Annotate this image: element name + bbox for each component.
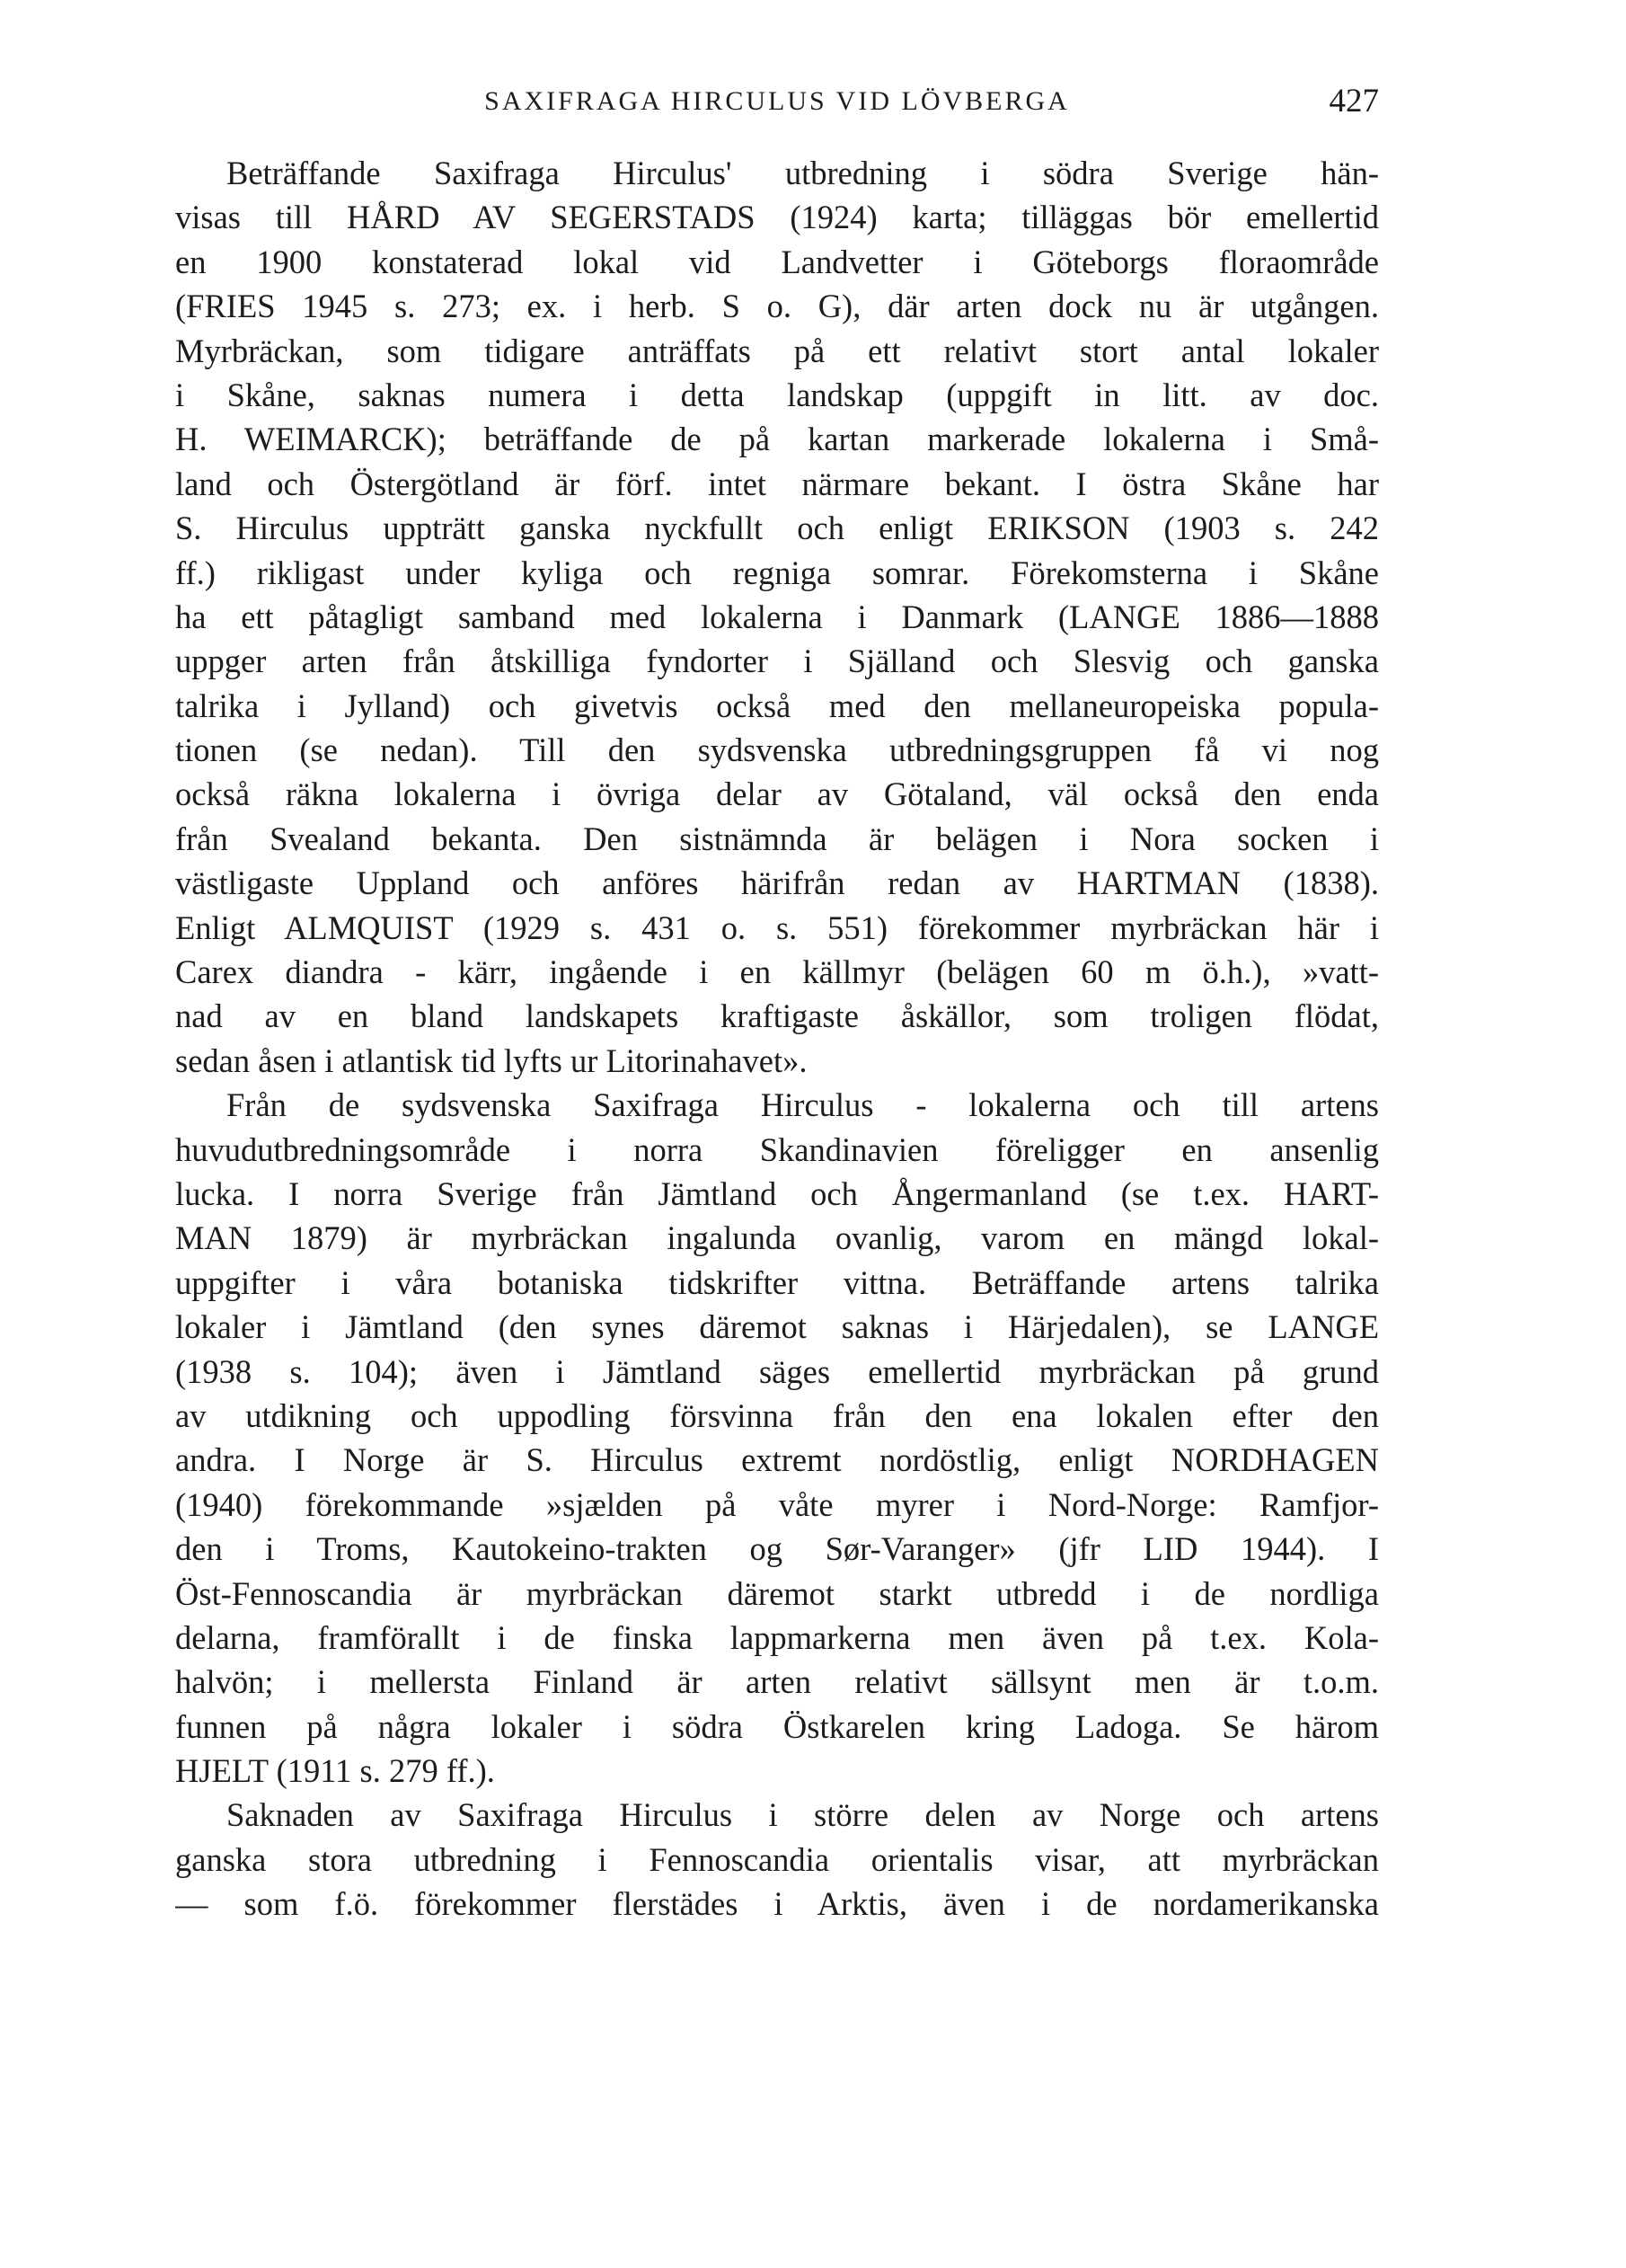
page-number: 427 [1329, 83, 1379, 120]
text-line: H. WEIMARCK); beträffande de på kartan markerade lokalerna i Små- [175, 421, 1379, 458]
text-line: HJELT (1911 s. 279 ff.). [175, 1752, 495, 1790]
text-line: (FRIES 1945 s. 273; ex. i herb. S o. G), där arten dock nu är utgången. [175, 288, 1379, 325]
text-line: andra. I Norge är S. Hirculus extremt nordöstlig, enligt NORDHAGEN [175, 1441, 1379, 1479]
paragraph [175, 151, 1379, 1083]
text-line: MAN 1879) är myrbräckan ingalunda ovanlig, varom en mängd lokal- [175, 1219, 1379, 1257]
paragraph [175, 1793, 1379, 1926]
text-line: delarna, framförallt i de finska lappmarkerna men även på t.ex. Kola- [175, 1618, 1379, 1656]
text-line: ha ett påtagligt samband med lokalerna i Danmark (LANGE 1886—1888 [175, 598, 1379, 635]
text-line: talrika i Jylland) och givetvis också med den mellaneuropeiska popula- [175, 687, 1379, 724]
running-title: SAXIFRAGA HIRCULUS VID LÖVBERGA [484, 86, 1070, 116]
paragraph [175, 1083, 1379, 1793]
text-line: (1940) förekommande »sjælden på våte myrer i Nord-Norge: Ramfjor- [175, 1485, 1379, 1523]
text-line: (1938 s. 104); även i Jämtland säges emellertid myrbräckan på grund [175, 1352, 1379, 1390]
text-line: Öst-Fennoscandia är myrbräckan däremot starkt utbredd i de nordliga [175, 1574, 1379, 1612]
text-line: lucka. I norra Sverige från Jämtland och Ångermanland (se t.ex. HART- [175, 1174, 1379, 1212]
text-line: också räkna lokalerna i övriga delar av Götaland, väl också den enda [175, 775, 1379, 813]
text-line: tionen (se nedan). Till den sydsvenska utbredningsgruppen få vi nog [175, 731, 1379, 769]
text-line: den i Troms, Kautokeino-trakten og Sør-Varanger» (jfr LID 1944). I [175, 1530, 1379, 1568]
text-line: — som f.ö. förekommer flerstädes i Arktis, även i de nordamerikanska [175, 1885, 1379, 1923]
text-line: en 1900 konstaterad lokal vid Landvetter i Göteborgs floraområde [175, 243, 1379, 280]
text-line: av utdikning och uppodling försvinna från den ena lokalen efter den [175, 1396, 1379, 1434]
text-line: ff.) rikligast under kyliga och regniga somrar. Förekomsterna i Skåne [175, 554, 1379, 591]
text-line: från Svealand bekanta. Den sistnämnda är belägen i Nora socken i [175, 819, 1379, 857]
body-text [175, 151, 1379, 1927]
text-line: Från de sydsvenska Saxifraga Hirculus - lokalerna och till artens [226, 1086, 1379, 1124]
text-line: uppger arten från åtskilliga fyndorter i Själland och Slesvig och ganska [175, 642, 1379, 680]
text-line: ganska stora utbredning i Fennoscandia orientalis visar, att myrbräckan [175, 1840, 1379, 1878]
text-line: Enligt ALMQUIST (1929 s. 431 o. s. 551) förekommer myrbräckan här i [175, 908, 1379, 946]
text-line: halvön; i mellersta Finland är arten relativt sällsynt men är t.o.m. [175, 1663, 1379, 1701]
text-line: S. Hirculus uppträtt ganska nyckfullt och enligt ERIKSON (1903 s. 242 [175, 509, 1379, 547]
text-line: visas till HÅRD AV SEGERSTADS (1924) karta; tilläggas bör emellertid [175, 199, 1379, 236]
text-line: i Skåne, saknas numera i detta landskap (uppgift in litt. av doc. [175, 376, 1379, 413]
running-head [175, 79, 1379, 124]
text-line: funnen på några lokaler i södra Östkarelen kring Ladoga. Se härom [175, 1707, 1379, 1745]
text-line: Saknaden av Saxifraga Hirculus i större delen av Norge och artens [226, 1796, 1379, 1834]
text-line: nad av en bland landskapets kraftigaste åskällor, som troligen flödat, [175, 997, 1379, 1035]
text-line: lokaler i Jämtland (den synes däremot saknas i Härjedalen), se LANGE [175, 1308, 1379, 1346]
text-line: västligaste Uppland och anföres härifrån redan av HARTMAN (1838). [175, 864, 1379, 902]
text-line: land och Östergötland är förf. intet närmare bekant. I östra Skåne har [175, 465, 1379, 502]
text-line: sedan åsen i atlantisk tid lyfts ur Litorinahavet». [175, 1041, 808, 1079]
text-line: Carex diandra - kärr, ingående i en källmyr (belägen 60 m ö.h.), »vatt- [175, 953, 1379, 991]
text-line: uppgifter i våra botaniska tidskrifter vittna. Beträffande artens talrika [175, 1263, 1379, 1301]
text-line: huvudutbredningsområde i norra Skandinavien föreligger en ansenlig [175, 1130, 1379, 1168]
text-line: Beträffande Saxifraga Hirculus' utbredning i södra Sverige hän- [226, 155, 1379, 191]
text-line: Myrbräckan, som tidigare anträffats på ett relativt stort antal lokaler [175, 332, 1379, 369]
